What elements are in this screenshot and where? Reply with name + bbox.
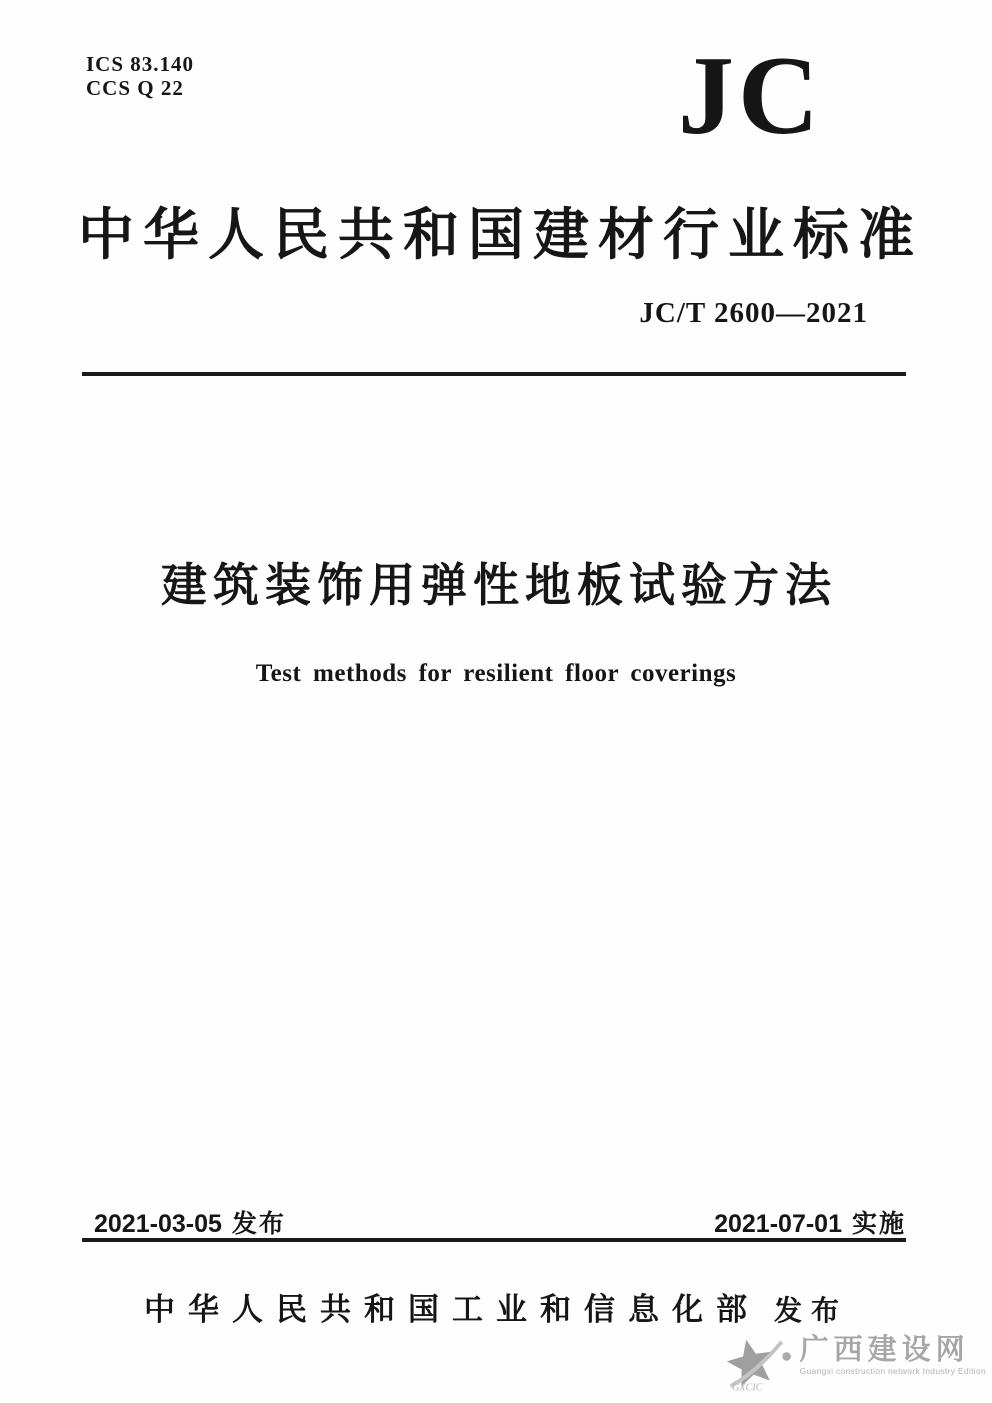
watermark-site-subtitle: Guangxi construction network Industry Edition xyxy=(799,1366,986,1376)
ics-code: ICS 83.140 xyxy=(86,52,195,76)
site-watermark xyxy=(718,1334,986,1399)
ccs-code: CCS Q 22 xyxy=(86,76,184,100)
issue-date-group xyxy=(94,1204,286,1240)
document-title-chinese: 建筑装饰用弹性地板试验方法 xyxy=(161,559,837,611)
issue-date: 2021-03-05 xyxy=(94,1210,222,1238)
bottom-divider-rule xyxy=(82,1238,906,1242)
issuer-name: 中华人民共和国工业和信息化部 xyxy=(143,1292,760,1327)
issuer-line xyxy=(0,1284,992,1329)
date-row xyxy=(94,1204,906,1240)
watermark-text xyxy=(800,1334,986,1376)
classification-codes xyxy=(86,52,194,100)
star-logo-icon xyxy=(718,1336,796,1399)
standard-category-title: 中华人民共和国建材行业标准 xyxy=(78,205,923,267)
issue-date-label: 发布 xyxy=(231,1210,286,1238)
star-logo-script: GXCIC xyxy=(731,1382,762,1394)
document-title-english: Test methods for resilient floor coverings xyxy=(255,660,737,687)
implementation-date: 2021-07-01 xyxy=(714,1210,842,1238)
jc-logo: JC xyxy=(678,34,823,158)
top-divider-rule xyxy=(82,372,906,376)
standard-number: JC/T 2600—2021 xyxy=(639,297,868,329)
implementation-date-group xyxy=(714,1204,906,1240)
implementation-date-label: 实施 xyxy=(851,1210,906,1238)
issuer-action-label: 发布 xyxy=(773,1295,848,1326)
watermark-site-name: 广西建设网 xyxy=(799,1334,970,1366)
